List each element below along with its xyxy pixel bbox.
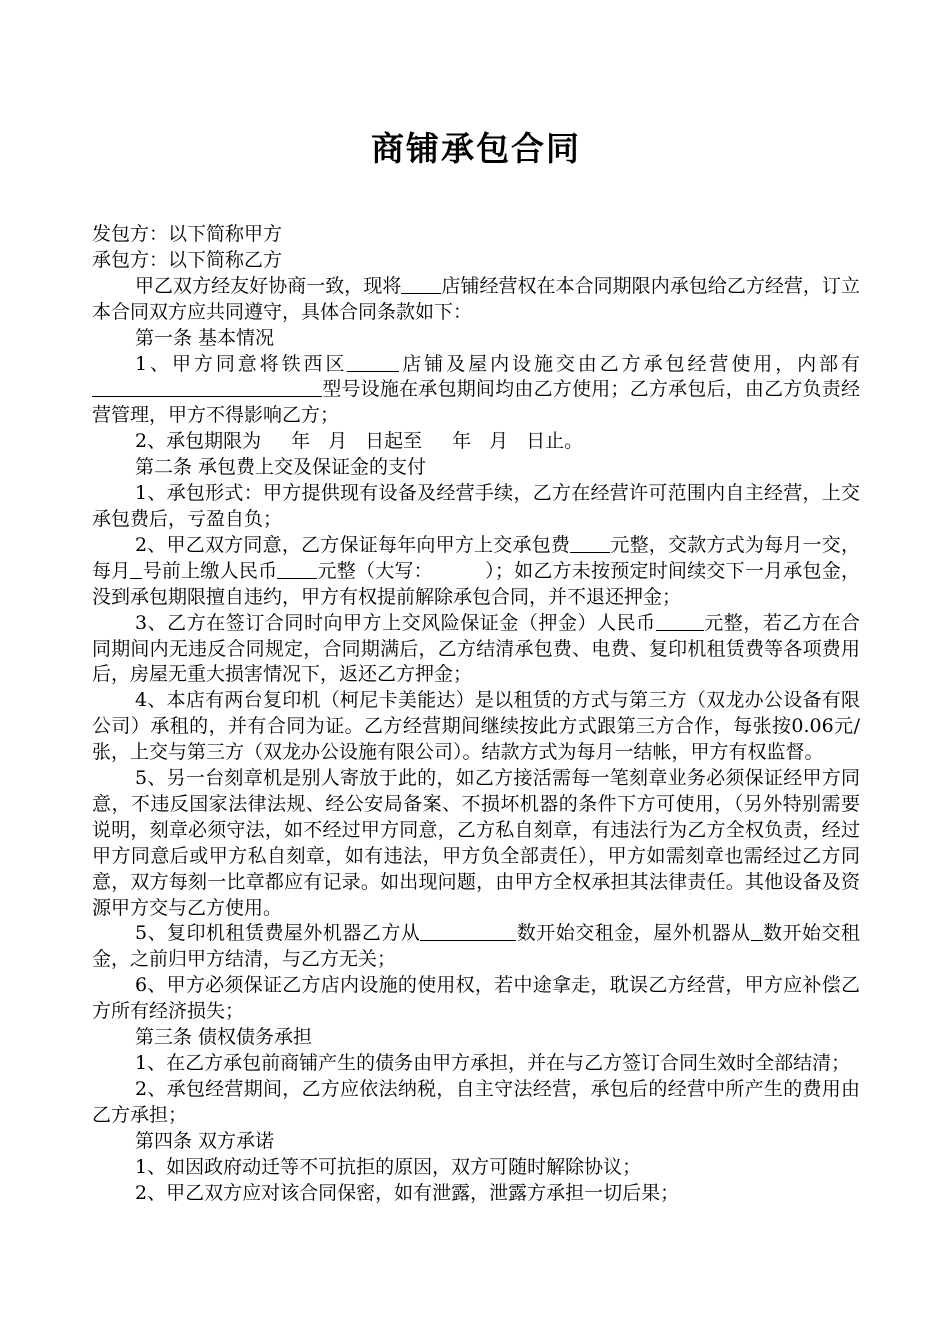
clause-text: 5、复印机租赁费屋外机器乙方从 xyxy=(135,922,421,945)
article-4-title: 第四条 双方承诺 xyxy=(135,1129,275,1152)
clause-text: 数开始交租金，屋外机器从 xyxy=(516,922,751,945)
clause-text: 型号设施在承包期间均由乙方使用；乙方承包后，由乙方负责经营管理，甲方不得影响乙方； xyxy=(92,378,860,427)
article-1-clause-1 xyxy=(92,352,860,430)
clause-text: 日起至 xyxy=(365,430,423,453)
blank-copier-count xyxy=(420,921,516,941)
year-label: 年 xyxy=(291,430,311,453)
article-2-clause-2 xyxy=(92,533,860,611)
year-label: 年 xyxy=(452,430,472,453)
clause-text: 元整，若乙方在合同期间内无违反合同规定，合同期满后，乙方结清承包费、电费、复印机租赁费等各项费用后，房屋无重大损害情况下，返还乙方押金； xyxy=(92,611,860,686)
party-a-line: 发包方：以下简称甲方 xyxy=(92,223,283,245)
clause-text: 元整，交款方式为每月一交，每月 xyxy=(92,533,860,582)
article-2-clause-1: 1、承包形式：甲方提供现有设备及经营手续，乙方在经营许可范围内自主经营，上交承包费后，亏盈自负； xyxy=(92,482,860,530)
article-2-title: 第二条 承包费上交及保证金的支付 xyxy=(135,456,427,479)
clause-text: 店铺及屋内设施交由乙方承包经营使用，内部有 xyxy=(399,352,860,375)
clause-text: 号前上缴人民币 xyxy=(142,559,278,582)
blank-shop-name xyxy=(401,274,441,294)
clause-text: 数开始交租金，之前归甲方结清，与乙方无关； xyxy=(92,922,860,971)
article-2-clause-3 xyxy=(92,611,860,689)
blank-annual-fee xyxy=(570,533,610,553)
clause-text: 2、甲乙双方同意，乙方保证每年向甲方上交承包费 xyxy=(135,533,571,556)
clause-text: 日止。 xyxy=(526,430,584,453)
intro-text-1: 甲乙双方经友好协商一致，现将 xyxy=(135,274,402,297)
blank-monthly-amount xyxy=(277,559,317,579)
clause-text: ）；如乙方未按预定时间续交下一月承包金，没到承包期限擅自违约，甲方有权提前解除承包合同，并不退还押金； xyxy=(92,559,860,608)
article-1-clause-2 xyxy=(92,429,860,455)
article-2-clause-4: 4、本店有两台复印机（柯尼卡美能达）是以租赁的方式与第三方（双龙办公设备有限公司）承租的，并有合同为证。乙方经营期间继续按此方式跟第三方合作，每张按0.06元/张，上交与第三方（双龙办公设施有限公司）。结款方式为每月一结帐，甲方有权监督。 xyxy=(92,689,860,764)
article-3-clause-2: 2、承包经营期间，乙方应依法纳税，自主守法经营，承包后的经营中所产生的费用由乙方承担； xyxy=(92,1077,860,1126)
month-label: 月 xyxy=(489,430,509,453)
article-2-clause-5: 5、另一台刻章机是别人寄放于此的，如乙方接活需每一笔刻章业务必须保证经甲方同意，不违反国家法律法规、经公安局备案、不损坏机器的条件下方可使用，（另外特别需要说明，刻章必须守法，如不经过甲方同意，乙方私自刻章，有违法行为乙方全权负责，经过甲方同意后或甲方私自刻章，如有违法，甲方负全部责任），甲方如需刻章也需经过乙方同意，双方每刻一比章都应有记录。如出现问题，由甲方全权承担其法律责任。其他设备及资源甲方交与乙方使用。 xyxy=(92,767,860,919)
clause-text: 3、乙方在签订合同时向甲方上交风险保证金（押金）人民币 xyxy=(135,611,656,634)
blank-equipment-model xyxy=(92,377,322,397)
party-b-line: 承包方：以下简称乙方 xyxy=(92,248,283,271)
document-title: 商铺承包合同 xyxy=(371,129,581,168)
article-2-clause-5b xyxy=(92,921,860,973)
clause-text: 1、甲方同意将铁西区 xyxy=(135,352,348,375)
article-4-clause-1: 1、如因政府动迁等不可抗拒的原因，双方可随时解除协议； xyxy=(135,1155,642,1178)
clause-text: 2、承包期限为 xyxy=(135,430,262,453)
article-3-title: 第三条 债权债务承担 xyxy=(135,1026,313,1049)
article-2-clause-6: 6、甲方必须保证乙方店内设施的使用权，若中途拿走，耽误乙方经营，甲方应补偿乙方所有经济损失； xyxy=(92,974,860,1023)
intro-paragraph xyxy=(92,274,860,326)
blank-day xyxy=(130,559,142,579)
month-label: 月 xyxy=(328,430,348,453)
intro-text-2: 店铺经营权在本合同期限内承包给乙方经营，订立本合同双方应共同遵守，具体合同条款如下： xyxy=(92,274,860,323)
article-3-clause-1: 1、在乙方承包前商铺产生的债务由甲方承担，并在与乙方签订合同生效时全部结清； xyxy=(135,1052,851,1074)
article-4-clause-2: 2、甲乙双方应对该合同保密，如有泄露，泄露方承担一切后果； xyxy=(135,1181,680,1204)
article-1-title: 第一条 基本情况 xyxy=(135,326,275,349)
blank-district-shop xyxy=(347,352,399,372)
document-body xyxy=(92,222,860,1206)
blank-outdoor-count xyxy=(751,921,763,941)
clause-text: 元整（大写： xyxy=(317,559,433,582)
blank-deposit xyxy=(656,611,704,631)
